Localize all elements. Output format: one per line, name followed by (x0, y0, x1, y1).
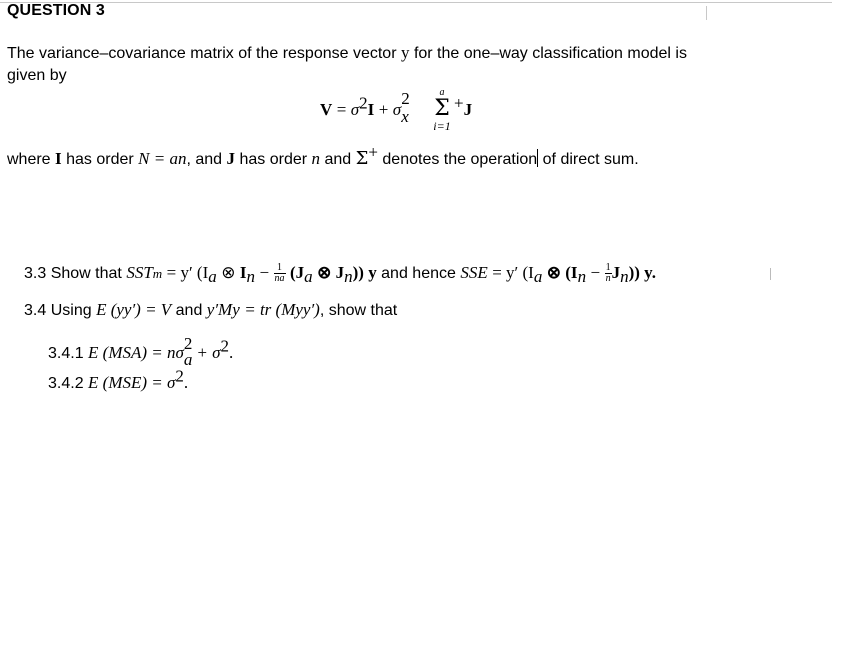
item-3-4-2-sup: 2 (175, 366, 184, 386)
item-3-3-frac-num: 1 (274, 263, 286, 274)
item-3-4-expr-2a: y′My (206, 300, 240, 319)
intro-y: y (400, 43, 410, 62)
item-3-4-1: 3.4.1 E (MSA) = nσ 2 a + $\sigma^2$. (48, 334, 234, 369)
item-3-3-n-sub-4: n (620, 267, 629, 287)
item-3-4-expr-1: E (yy′) = V (96, 300, 172, 319)
item-3-3-sst: SST (126, 263, 153, 282)
intro-text-2: for the one–way classification model is (413, 45, 687, 62)
where-text-1: where (7, 151, 51, 168)
covariance-equation: $V = \sigma^2I + \sigma$ 2 x a Σ i=1 +J (320, 87, 473, 133)
item-3-3-a-sub-3: a (533, 267, 543, 287)
item-3-3-expr-1a: = y′ (I (166, 263, 209, 282)
item-3-3-a-sub: a (208, 267, 217, 287)
item-3-3-frac2-num: 1 (605, 262, 611, 274)
eq-sigma-x: σ (392, 100, 402, 119)
item-3-4 (24, 299, 397, 322)
item-3-3-sst-sub: m (152, 266, 163, 281)
item-3-4-expr-2b: = tr (Myy′) (244, 300, 320, 319)
eq-sum: Σ (434, 96, 450, 121)
item-3-3-expr-1c: ⊗ J (317, 263, 345, 282)
stray-mark (770, 268, 771, 280)
item-3-3-expr-2a: = y′ (I (492, 263, 534, 282)
where-sum: Σ (355, 148, 369, 169)
item-3-4-text-3: , show that (319, 302, 398, 319)
intro-paragraph (7, 42, 827, 87)
eq-sigma-sup: 2 (359, 93, 368, 113)
item-3-4-2-expr: E (MSE) = σ (88, 373, 176, 392)
item-3-3-expr-2c: J (611, 263, 621, 282)
title-rule-tick (706, 6, 707, 20)
intro-text-1: The variance–covariance matrix of the response vector (7, 45, 397, 62)
item-3-4-2-number: 3.4.2 (48, 375, 84, 392)
item-3-3-expr-1d: )) y (352, 263, 377, 282)
item-3-4-number: 3.4 (24, 302, 47, 319)
item-3-3-a-sub-2: a (304, 267, 313, 287)
title-rule (0, 2, 832, 3)
where-line (7, 142, 639, 171)
item-3-3-otimes: ⊗ (221, 263, 236, 282)
question-heading: QUESTION 3 (7, 2, 105, 19)
item-3-3-sse: SSE (460, 263, 488, 282)
item-3-4-text-2: and (175, 302, 203, 319)
eq-J: J (463, 100, 473, 119)
eq-plus: + (378, 100, 389, 119)
item-3-4-1-tail: + σ (196, 343, 221, 362)
item-3-3-n-sub-3: n (577, 267, 587, 287)
where-text-5: and (324, 151, 352, 168)
text-cursor (537, 149, 538, 167)
item-3-3-In: I (239, 263, 247, 282)
item-3-3-minus-2: − (590, 263, 601, 282)
where-text-3: , and (186, 151, 223, 168)
where-N-eq: N = an (138, 149, 187, 168)
item-3-4-1-expr: E (MSA) = nσ (88, 343, 184, 362)
item-3-3-expr-2b: ⊗ (I (546, 263, 578, 282)
eq-sum-top: a (439, 87, 445, 98)
where-plus: + (368, 142, 378, 162)
where-n: n (311, 149, 321, 168)
eq-plus-sup: + (454, 93, 464, 113)
item-3-4-2 (48, 366, 189, 395)
where-J: J (226, 149, 236, 168)
item-3-3-fraction (274, 263, 286, 284)
item-3-3-minus: − (259, 263, 270, 282)
item-3-4-2-end: . (183, 373, 189, 392)
intro-text-3: given by (7, 67, 67, 84)
eq-sigma: σ (350, 100, 360, 119)
item-3-3-fraction-2 (605, 263, 612, 284)
item-3-3-n-sub: n (246, 267, 256, 287)
item-3-3-frac2-den: n (605, 273, 611, 285)
item-3-3-expr-2d: )) y. (628, 263, 656, 282)
item-3-3-frac-den: na (274, 273, 285, 285)
item-3-4-1-number: 3.4.1 (48, 345, 84, 362)
item-3-3-text-1: Show that (50, 265, 122, 282)
eq-V: V (320, 100, 333, 119)
where-text-4: has order (239, 151, 308, 168)
where-text-7: of direct sum. (542, 151, 639, 168)
item-3-3-number: 3.3 (24, 265, 47, 282)
where-text-2: has order (66, 151, 134, 168)
where-text-6: denotes the operation (382, 151, 538, 168)
item-3-4-1-tail-sup: 2 (220, 336, 229, 356)
eq-I: I (367, 100, 375, 119)
eq-sum-bottom: i=1 (433, 119, 451, 133)
item-3-3 (24, 262, 656, 285)
item-3-3-expr-1b: (J (290, 263, 305, 282)
where-I: I (55, 149, 62, 168)
item-3-4-text-1: Using (50, 302, 92, 319)
item-3-4-1-end: . (228, 343, 234, 362)
item-3-3-text-2: and hence (381, 265, 456, 282)
item-3-3-n-sub-2: n (344, 267, 353, 287)
eq-equals: = (336, 100, 347, 119)
